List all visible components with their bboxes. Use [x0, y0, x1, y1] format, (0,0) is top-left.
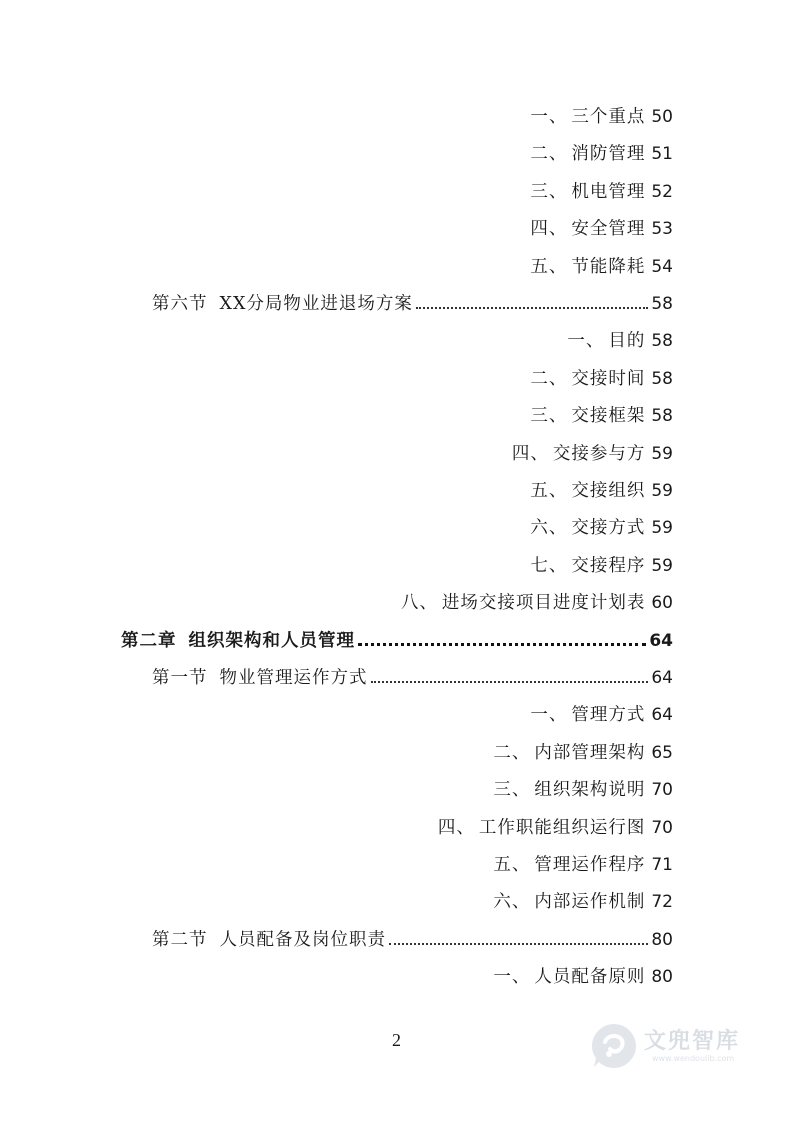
- toc-entry-title: 三、 交接框架: [530, 406, 646, 427]
- toc-entry[interactable]: [530, 362, 673, 390]
- toc-entry-title: 五、 交接组织: [530, 481, 646, 501]
- toc-page-number: 60: [651, 593, 673, 614]
- toc-page-number: 59: [651, 443, 673, 464]
- toc-entry-title: 四、 交接参与方: [511, 443, 646, 464]
- toc-entry[interactable]: [530, 549, 673, 577]
- watermark-url: www.wendoulib.com: [652, 1054, 735, 1063]
- toc-entry[interactable]: [493, 736, 673, 764]
- toc-page-number: 53: [651, 219, 673, 240]
- toc-page-number: 58: [651, 368, 673, 389]
- watermark: [588, 1018, 768, 1076]
- toc-entry-title: 一、 目的: [567, 331, 646, 352]
- toc-entry-title: 第二节 人员配备及岗位职责: [152, 929, 386, 950]
- toc-page-number: 59: [651, 518, 673, 539]
- toc-page-number: 52: [651, 181, 673, 202]
- toc-entry[interactable]: [530, 212, 673, 240]
- toc-page-number: 64: [649, 630, 673, 651]
- toc-entry-title: 一、 人员配备原则: [493, 967, 646, 988]
- page-number: 2: [392, 1030, 401, 1050]
- toc-entry-title: 七、 交接程序: [530, 555, 646, 576]
- toc-entry[interactable]: [401, 586, 673, 614]
- toc-entry[interactable]: [530, 250, 673, 278]
- toc-entry[interactable]: [493, 773, 673, 801]
- toc-entry[interactable]: [493, 848, 673, 876]
- toc-page-number: 80: [651, 967, 673, 988]
- toc-entry-title: 五、 节能降耗: [530, 256, 646, 277]
- toc-entry-title: 一、 三个重点: [530, 107, 646, 127]
- toc-page-number: 64: [651, 668, 673, 688]
- toc-page-number: 64: [651, 705, 673, 726]
- toc-entry-title: 三、 组织架构说明: [493, 780, 646, 801]
- toc-entry[interactable]: [493, 960, 673, 988]
- toc-entry[interactable]: [530, 175, 673, 203]
- toc-entry[interactable]: [530, 100, 673, 128]
- watermark-logo-icon: [588, 1020, 640, 1072]
- toc-entry-title: 六、 内部运作机制: [493, 892, 646, 913]
- toc-page-number: 71: [651, 855, 673, 875]
- toc-entry[interactable]: [438, 811, 673, 839]
- toc-entry[interactable]: [567, 324, 673, 352]
- toc-entry-title: 八、 进场交接项目进度计划表: [400, 593, 646, 614]
- toc-page-number: 59: [651, 481, 673, 501]
- toc-page-number: 58: [651, 331, 673, 352]
- toc-entry[interactable]: [530, 399, 673, 427]
- toc-entry-title: 二、 交接时间: [530, 368, 646, 389]
- toc-entry-section[interactable]: [152, 287, 673, 315]
- toc-entry[interactable]: [530, 474, 673, 502]
- toc-entry-title: 四、 安全管理: [530, 219, 646, 240]
- toc-entry-title: 三、 机电管理: [530, 181, 646, 202]
- toc-entry-title: 第六节 XX分局物业进退场方案: [152, 294, 413, 314]
- toc-page-number: 70: [651, 817, 673, 838]
- toc-page-number: 80: [651, 929, 673, 950]
- toc-entry-section[interactable]: [152, 923, 673, 951]
- toc-entry-title: 二、 消防管理: [530, 144, 646, 165]
- toc-entry-chapter[interactable]: [121, 624, 673, 652]
- toc-entry[interactable]: [493, 885, 673, 913]
- toc-page-number: 58: [651, 406, 673, 427]
- toc-page-number: 58: [651, 294, 673, 314]
- toc-entry-title: 五、 管理运作程序: [493, 855, 646, 875]
- toc-page-number: 65: [651, 742, 673, 763]
- toc-entry-title: 六、 交接方式: [530, 518, 646, 539]
- toc-entry-title: 四、 工作职能组织运行图: [437, 817, 646, 838]
- toc-entry-title: 二、 内部管理架构: [493, 742, 646, 763]
- toc-page-number: 50: [651, 107, 673, 127]
- dot-leader: [371, 681, 649, 683]
- watermark-brand: 文兜智库: [644, 1029, 741, 1054]
- dot-leader: [358, 643, 646, 646]
- dot-leader: [389, 943, 648, 945]
- toc-page-number: 59: [651, 555, 673, 576]
- toc-entry-title: 一、 管理方式: [530, 705, 646, 726]
- toc-entry-section[interactable]: [152, 661, 673, 689]
- dot-leader: [416, 307, 648, 309]
- toc-entry[interactable]: [530, 137, 673, 165]
- toc-entry-title: 第二章 组织架构和人员管理: [121, 630, 355, 651]
- toc-entry[interactable]: [530, 698, 673, 726]
- toc-page-number: 72: [651, 892, 673, 913]
- toc-page-number: 70: [651, 780, 673, 801]
- toc-entry-title: 第一节 物业管理运作方式: [152, 668, 368, 688]
- toc-entry[interactable]: [530, 511, 673, 539]
- toc-entry[interactable]: [512, 437, 673, 465]
- toc-page-number: 51: [651, 144, 673, 165]
- toc-page-number: 54: [651, 256, 673, 277]
